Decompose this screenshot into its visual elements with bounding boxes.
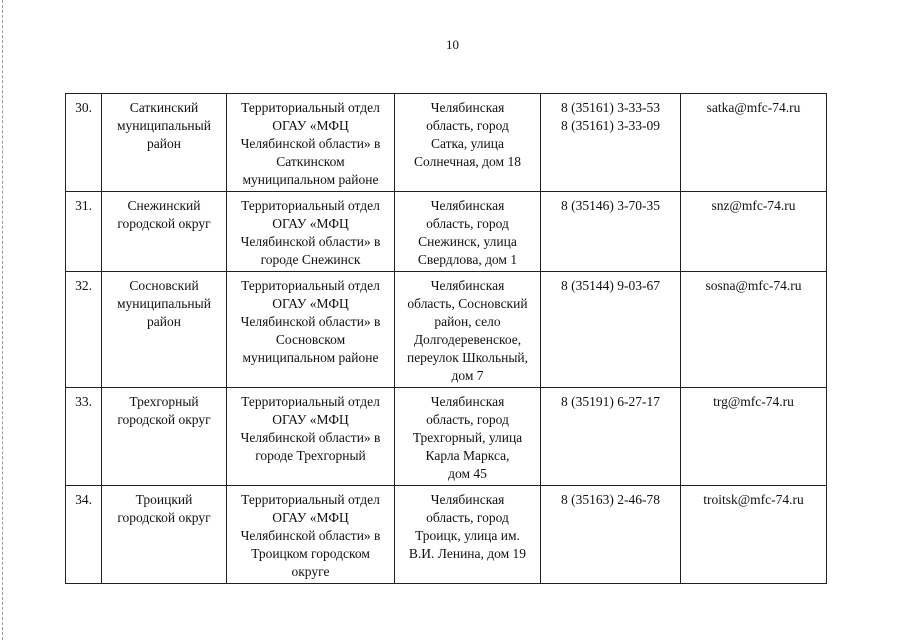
address-line: В.И. Ленина, дом 19	[408, 546, 527, 561]
municipality-line: Саткинский	[129, 100, 199, 115]
municipality-line: Снежинский	[127, 198, 201, 213]
department-line: Челябинской области» в	[240, 136, 381, 151]
municipality-line: городской округ	[117, 216, 211, 231]
email-cell	[681, 192, 827, 272]
address-line: Долгодеревенское,	[413, 332, 522, 347]
address-cell	[395, 192, 541, 272]
address-line: область, Сосновский	[407, 296, 528, 311]
address-line: Свердлова, дом 1	[417, 252, 518, 267]
email-address: troitsk@mfc-74.ru	[703, 492, 804, 507]
row-number-cell: 30.	[66, 94, 102, 192]
municipality-line: городской округ	[117, 510, 211, 525]
address-cell	[395, 272, 541, 388]
phone-line: 8 (35191) 6-27-17	[561, 394, 660, 409]
table-row	[66, 272, 827, 388]
department-line: Территориальный отдел	[241, 100, 380, 115]
municipality-line: муниципальный	[117, 296, 211, 311]
department-line: Территориальный отдел	[241, 198, 380, 213]
email-cell	[681, 272, 827, 388]
municipality-cell	[102, 272, 227, 388]
municipality-line: район	[147, 314, 181, 329]
address-cell	[395, 486, 541, 584]
phone-cell	[541, 272, 681, 388]
department-line: ОГАУ «МФЦ	[272, 296, 349, 311]
address-line: Сатка, улица	[431, 136, 504, 151]
department-line: Территориальный отдел	[241, 394, 380, 409]
phone-cell	[541, 486, 681, 584]
phone-cell	[541, 94, 681, 192]
phone-cell	[541, 192, 681, 272]
department-cell	[227, 388, 395, 486]
municipality-line: район	[147, 136, 181, 151]
department-line: округе	[291, 564, 330, 579]
department-cell	[227, 486, 395, 584]
municipality-cell	[102, 486, 227, 584]
department-line: муниципальном районе	[242, 172, 379, 187]
address-line: Солнечная, дом 18	[414, 154, 521, 169]
address-line: Карла Маркса,	[425, 448, 510, 463]
department-line: Челябинской области» в	[240, 528, 381, 543]
table-row	[66, 388, 827, 486]
department-line: городе Трехгорный	[255, 448, 366, 463]
municipality-line: Сосновский	[129, 278, 199, 293]
row-number-cell: 31.	[66, 192, 102, 272]
phone-line: 8 (35163) 2-46-78	[561, 492, 660, 507]
phone-cell	[541, 388, 681, 486]
address-line: Снежинск, улица	[418, 234, 517, 249]
row-number-cell: 33.	[66, 388, 102, 486]
address-line: район, село	[434, 314, 501, 329]
email-address: trg@mfc-74.ru	[713, 394, 794, 409]
municipality-line: Троицкий	[135, 492, 193, 507]
address-line: область, город	[426, 118, 509, 133]
phone-line: 8 (35161) 3-33-09	[561, 118, 660, 133]
email-cell	[681, 94, 827, 192]
municipality-line: Трехгорный	[129, 394, 199, 409]
department-line: муниципальном районе	[242, 350, 379, 365]
address-line: область, город	[426, 216, 509, 231]
municipality-cell	[102, 94, 227, 192]
municipality-cell	[102, 192, 227, 272]
phone-line: 8 (35161) 3-33-53	[561, 100, 660, 115]
address-line: область, город	[426, 412, 509, 427]
table-row	[66, 94, 827, 192]
address-line: дом 45	[448, 466, 487, 481]
address-line: Челябинская	[430, 278, 505, 293]
department-line: Челябинской области» в	[240, 234, 381, 249]
department-cell	[227, 94, 395, 192]
department-line: Троицком городском	[251, 546, 370, 561]
address-cell	[395, 94, 541, 192]
municipality-line: городской округ	[117, 412, 211, 427]
municipality-line: муниципальный	[117, 118, 211, 133]
department-line: Территориальный отдел	[241, 492, 380, 507]
department-cell	[227, 192, 395, 272]
department-line: ОГАУ «МФЦ	[272, 118, 349, 133]
page-number: 10	[446, 37, 459, 52]
department-line: Территориальный отдел	[241, 278, 380, 293]
address-line: Челябинская	[430, 100, 505, 115]
address-line: переулок Школьный,	[406, 350, 529, 365]
address-line: Челябинская	[430, 492, 505, 507]
department-line: Челябинской области» в	[240, 314, 381, 329]
department-line: Саткинском	[276, 154, 345, 169]
email-cell	[681, 486, 827, 584]
mfc-offices-table	[65, 93, 827, 584]
address-line: область, город	[426, 510, 509, 525]
address-line: Челябинская	[430, 394, 505, 409]
department-line: Челябинской области» в	[240, 430, 381, 445]
row-number-cell: 34.	[66, 486, 102, 584]
table-row	[66, 192, 827, 272]
department-line: городе Снежинск	[260, 252, 361, 267]
phone-line: 8 (35146) 3-70-35	[561, 198, 660, 213]
department-line: ОГАУ «МФЦ	[272, 216, 349, 231]
scan-edge-line	[2, 0, 4, 640]
department-line: ОГАУ «МФЦ	[272, 510, 349, 525]
address-line: Трехгорный, улица	[412, 430, 523, 445]
address-line: Челябинская	[430, 198, 505, 213]
address-line: дом 7	[451, 368, 484, 383]
municipality-cell	[102, 388, 227, 486]
address-cell	[395, 388, 541, 486]
address-line: Троицк, улица им.	[415, 528, 520, 543]
email-cell	[681, 388, 827, 486]
department-cell	[227, 272, 395, 388]
email-address: satka@mfc-74.ru	[706, 100, 801, 115]
email-address: sosna@mfc-74.ru	[705, 278, 802, 293]
department-line: ОГАУ «МФЦ	[272, 412, 349, 427]
row-number-cell: 32.	[66, 272, 102, 388]
department-line: Сосновском	[275, 332, 346, 347]
email-address: snz@mfc-74.ru	[711, 198, 796, 213]
phone-line: 8 (35144) 9-03-67	[561, 278, 660, 293]
table-row	[66, 486, 827, 584]
